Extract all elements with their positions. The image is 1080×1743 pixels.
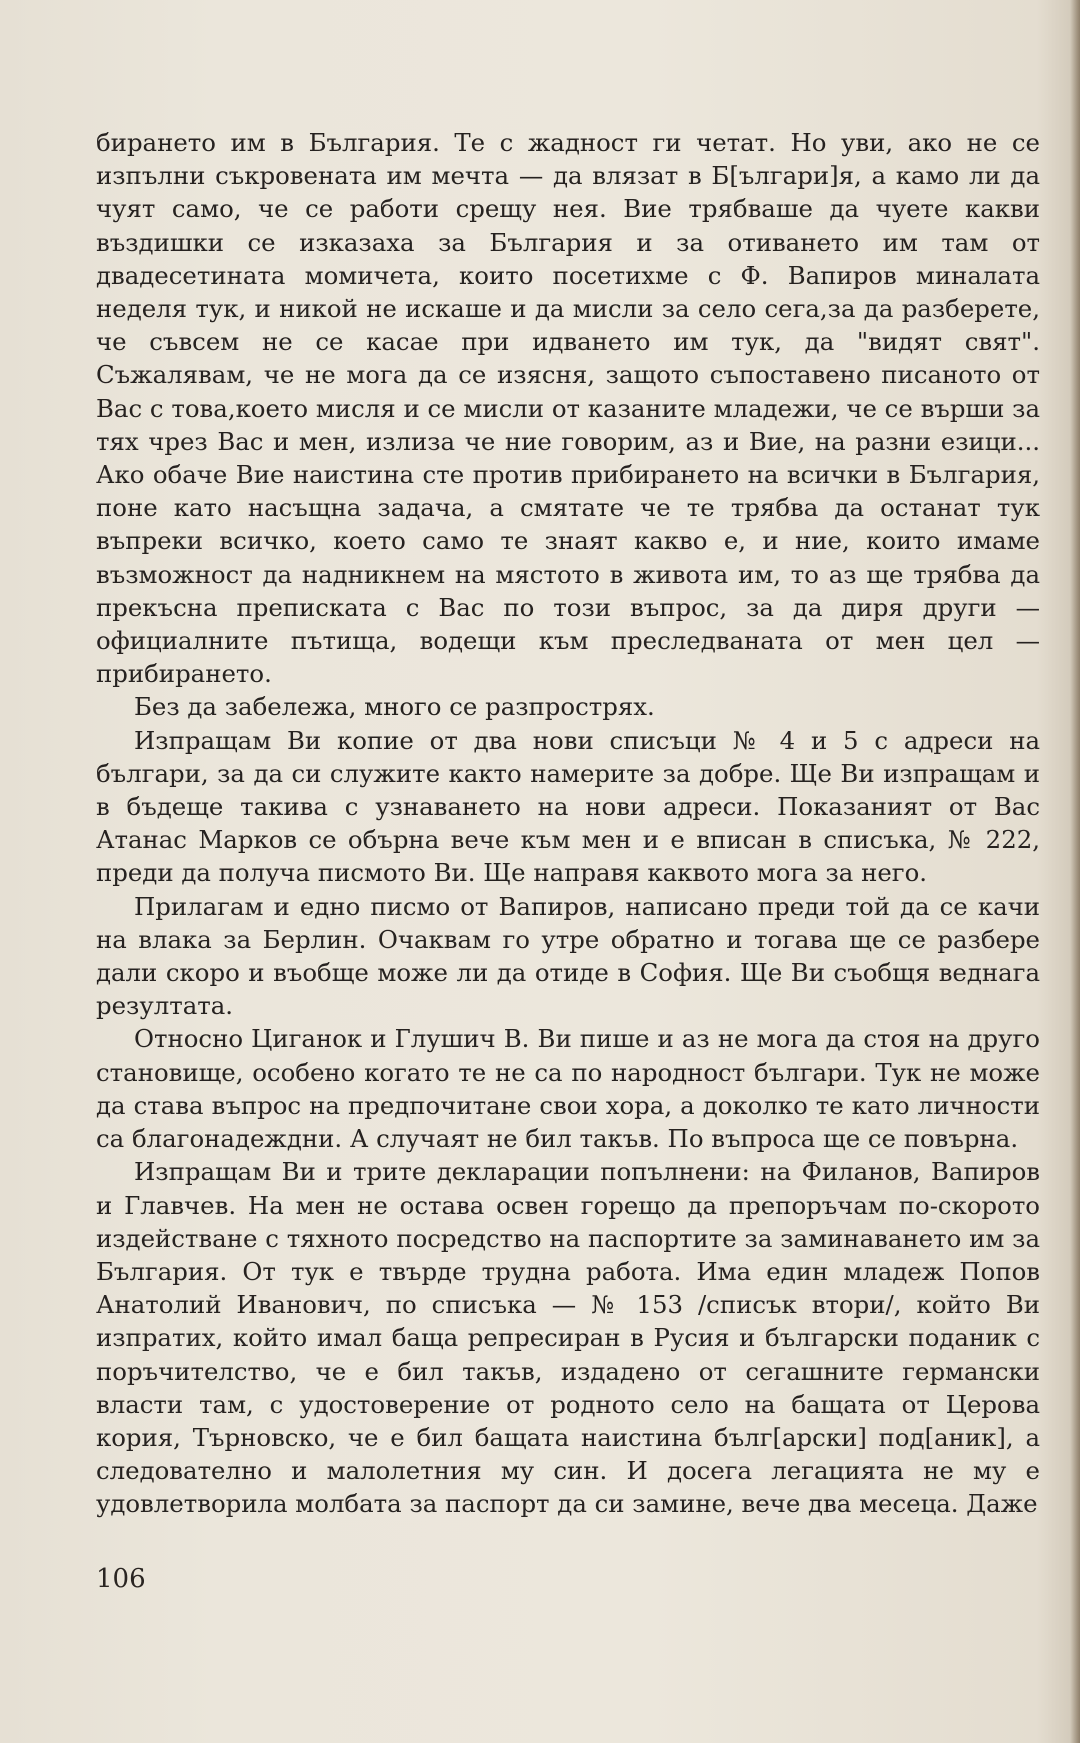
page-number: 106 [96,1564,146,1594]
paragraph: Относно Циганок и Глушич В. Ви пише и аз не мога да стоя на друго становище, особено когато те не са по народност българи. Тук не може да става въпрос на предпочитане свои хора, а доколко те като личности са благонадеждни. А случаят не бил такъв. По въпроса ще се повърна. [96,1024,1040,1154]
paragraph: Изпращам Ви и трите декларации попълнени: на Филанов, Вапиров и Главчев. На мен не остава освен горещо да препоръчам по-скорото издействане с тяхното посредство на паспортите за заминаването им за България. От тук е твърде трудна работа. Има един младеж Попов Анатолий Иванович, по списъка — № 153 /списък втори/, който Ви изпратих, който имал баща репресиран в Русия и български поданик с поръчителство, че е бил такъв, издадено от сегашните германски власти там, с удостоверение от родното село на бащата от Церова кория, Търновско, че е бил бащата наистина бълг[арски] под[аник], а следователно и малолетния му син. И досега легацията не му е удовлетворила молбата за паспорт да си замине, вече два месеца. Даже [96,1157,1040,1519]
paragraph: Прилагам и едно писмо от Вапиров, написано преди той да се качи на влака за Берлин. Очаквам го утре обратно и тогава ще се разбере дали скоро и въобще може ли да отиде в София. Ще Ви съобщя веднага резултата. [96,891,1040,1021]
paragraph: Без да забележа, много се разпрострях. [134,692,655,722]
body-text [96,126,1040,1521]
paragraph: Изпращам Ви копие от два нови списъци № 4 и 5 с адреси на българи, за да си служите както намерите за добре. Ще Ви изпращам и в бъдеще такива с узнаването на нови адреси. Показаният от Вас Атанас Марков се обърна вече към мен и е вписан в списъка, № 222, преди да получа писмото Ви. Ще направя каквото мога за него. [96,725,1040,888]
page-edge-shadow [1070,0,1080,1743]
paragraph-continuation: бирането им в България. Те с жадност ги четат. Но уви, ако не се изпълни съкровената им мечта — да влязат в Б[ългари]я, а камо ли да чуят само, че се работи срещу нея. Вие трябваше да чуете какви въздишки се изказаха за България и за отиването им там от двадесетината момичета, които посетихме с Ф. Вапиров миналата неделя тук, и никой не искаше и да мисли за село сега,за да разберете, че съвсем не се касае при идването им тук, да "видят свят". Съжалявам, че не мога да се изясня, защото съпоставено писаното от Вас с това,което мисля и се мисли от казаните младежи, че се върши за тях чрез Вас и мен, излиза че ние говорим, аз и Вие, на разни езици... Ако обаче Вие наистина сте против прибирането на всички в България, поне като насъщна задача, а смятате че те трябва да останат тук въпреки всичко, което само те знаят какво е, и ние, които имаме възможност да надникнем на мястото в живота им, то аз ще трябва да прекъсна преписката с Вас по този въпрос, за да диря други — официалните пътища, водещи към преследваната от мен цел — прибирането. [96,128,1040,689]
